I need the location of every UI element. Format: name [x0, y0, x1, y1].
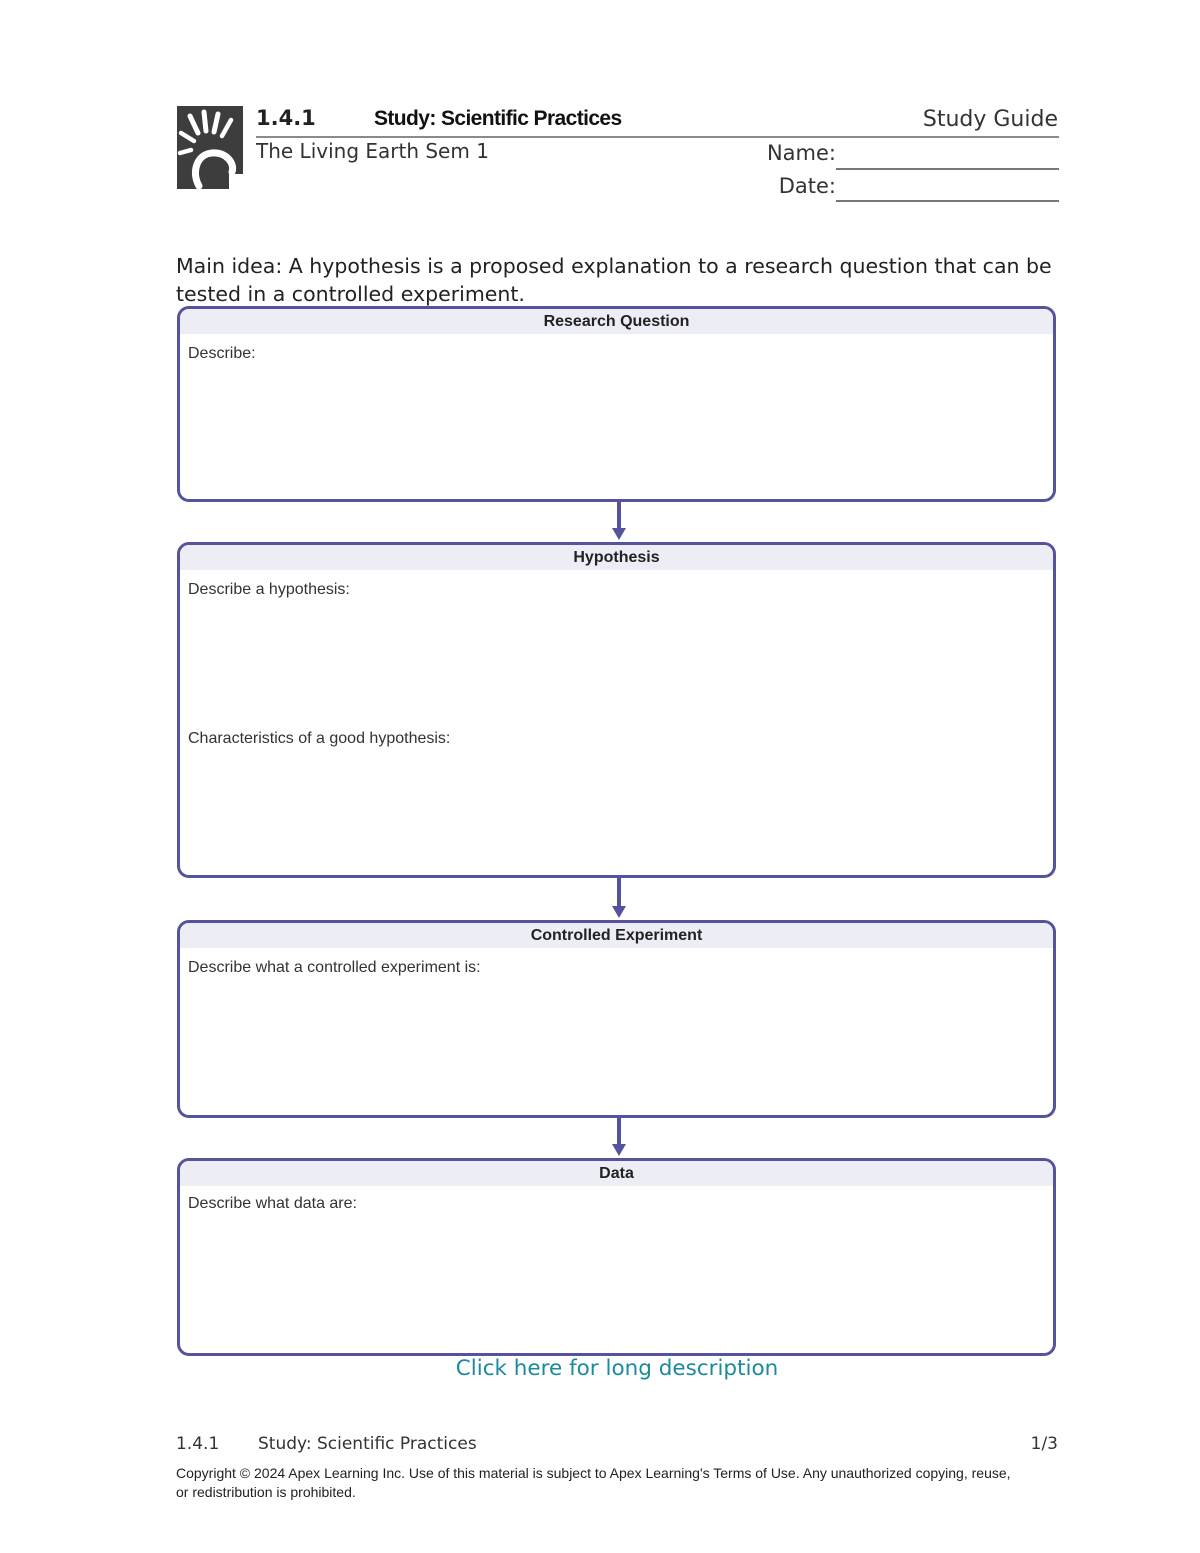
lesson-number: 1.4.1 — [256, 106, 316, 130]
date-label: Date: — [778, 174, 836, 198]
hypothesis-box — [177, 542, 1056, 878]
research-question-title: Research Question — [180, 309, 1053, 334]
header-divider — [256, 136, 1059, 138]
arrow-down-icon — [611, 502, 627, 542]
long-description-link[interactable]: Click here for long description — [455, 1356, 779, 1381]
copyright-notice: Copyright © 2024 Apex Learning Inc. Use of this material is subject to Apex Learning's Terms of Use. Any unauthorized copying, reuse, or redistribution is prohibited. — [176, 1465, 1011, 1500]
apex-learning-logo-icon — [177, 106, 243, 189]
date-field[interactable] — [836, 200, 1059, 202]
hypothesis-characteristics-prompt: Characteristics of a good hypothesis: — [188, 730, 451, 747]
footer-lesson-number: 1.4.1 — [176, 1434, 220, 1454]
arrow-down-icon — [611, 1118, 627, 1158]
research-question-prompt: Describe: — [188, 345, 256, 362]
data-box — [177, 1158, 1056, 1356]
controlled-experiment-prompt: Describe what a controlled experiment is: — [188, 959, 481, 976]
course-name: The Living Earth Sem 1 — [256, 139, 489, 163]
main-idea: Main idea: A hypothesis is a proposed explanation to a research question that can be tested in a controlled experiment. — [176, 254, 1052, 306]
hypothesis-title: Hypothesis — [180, 545, 1053, 570]
arrow-down-icon — [611, 878, 627, 920]
data-title: Data — [180, 1161, 1053, 1186]
page-number: 1/3 — [1030, 1434, 1058, 1454]
controlled-experiment-title: Controlled Experiment — [180, 923, 1053, 948]
footer-lesson-title: Study: Scientific Practices — [258, 1434, 477, 1454]
lesson-title: Study: Scientific Practices — [374, 107, 622, 130]
document-type: Study Guide — [922, 107, 1058, 132]
controlled-experiment-box — [177, 920, 1056, 1118]
name-label: Name: — [766, 141, 836, 165]
hypothesis-prompt: Describe a hypothesis: — [188, 581, 350, 598]
research-question-box — [177, 306, 1056, 502]
data-prompt: Describe what data are: — [188, 1195, 357, 1212]
name-field[interactable] — [836, 168, 1059, 170]
